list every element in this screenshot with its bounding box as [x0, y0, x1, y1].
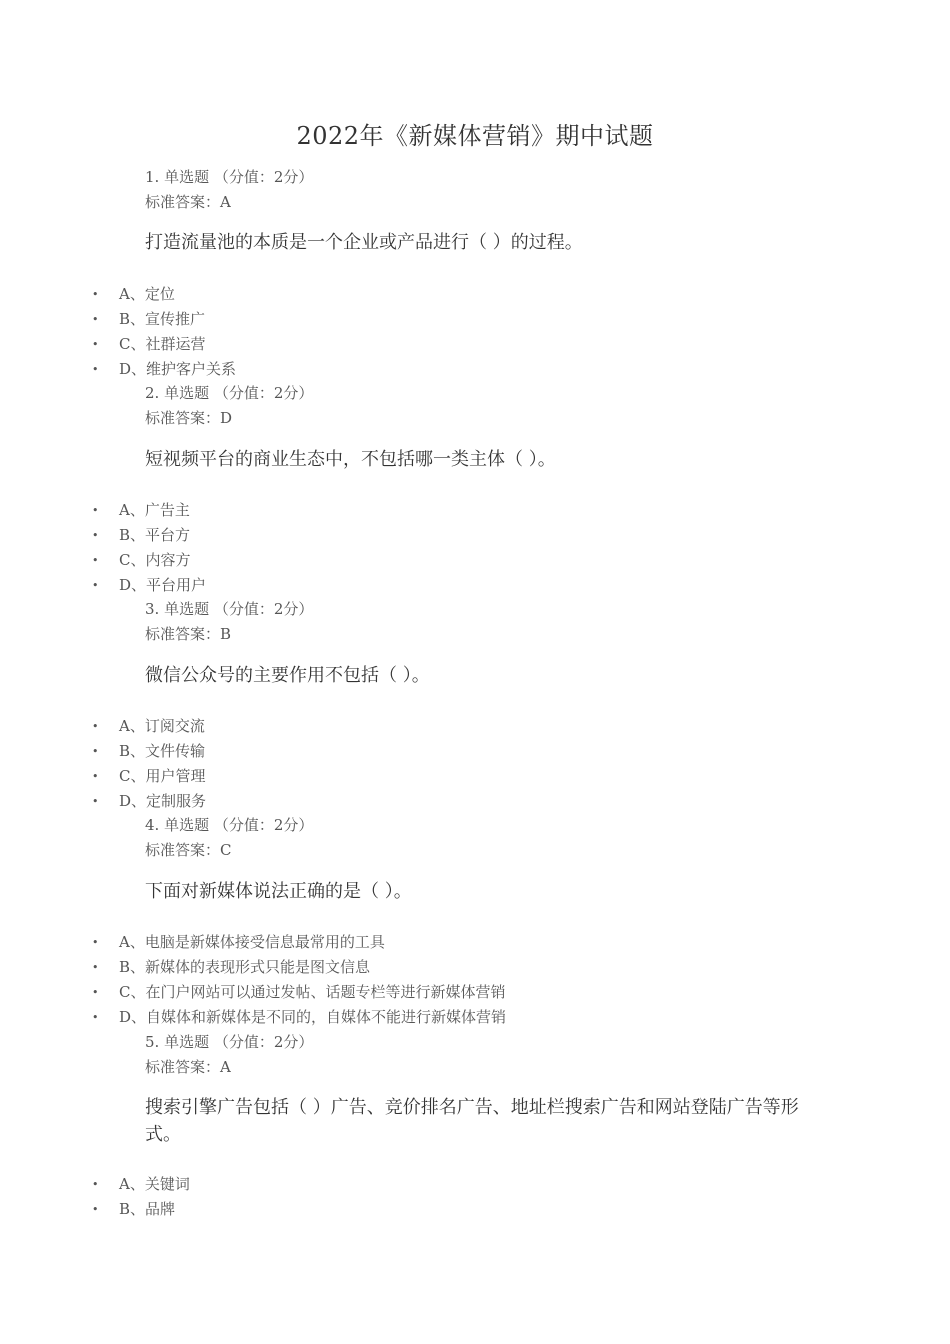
bullet-icon: •	[92, 363, 99, 376]
bullet-icon: •	[92, 338, 99, 351]
option-list	[0, 1172, 190, 1222]
option-item	[0, 1172, 190, 1197]
option-item	[0, 955, 506, 980]
option-label: A、定位	[119, 285, 175, 303]
option-list	[0, 714, 206, 814]
bullet-icon: •	[92, 986, 99, 999]
bullet-icon: •	[92, 936, 99, 949]
bullet-icon: •	[92, 579, 99, 592]
question-header: 2. 单选题 （分值：2分）	[145, 384, 314, 402]
question-stem: 短视频平台的商业生态中，不包括哪一类主体（ ）。	[145, 449, 556, 470]
bullet-icon: •	[92, 313, 99, 326]
standard-answer: 标准答案：D	[145, 409, 233, 427]
option-item	[0, 930, 506, 955]
question-header: 1. 单选题 （分值：2分）	[145, 168, 314, 186]
question-header: 3. 单选题 （分值：2分）	[145, 600, 314, 618]
standard-answer: 标准答案：A	[145, 1058, 231, 1076]
option-item	[0, 1005, 506, 1030]
question-header: 4. 单选题 （分值：2分）	[145, 816, 314, 834]
option-label: D、自媒体和新媒体是不同的，自媒体不能进行新媒体营销	[119, 1008, 507, 1026]
option-label: B、品牌	[119, 1200, 176, 1218]
bullet-icon: •	[92, 770, 99, 783]
option-item	[0, 739, 206, 764]
option-item	[0, 764, 206, 789]
option-item	[0, 307, 236, 332]
option-list	[0, 498, 206, 598]
option-label: D、平台用户	[119, 576, 207, 594]
option-item	[0, 523, 206, 548]
standard-answer: 标准答案：A	[145, 193, 231, 211]
option-label: A、广告主	[119, 501, 190, 519]
option-label: D、定制服务	[119, 792, 207, 810]
option-item	[0, 573, 206, 598]
bullet-icon: •	[92, 554, 99, 567]
option-label: C、在门户网站可以通过发帖、话题专栏等进行新媒体营销	[119, 983, 506, 1001]
option-item	[0, 332, 236, 357]
bullet-icon: •	[92, 529, 99, 542]
option-item	[0, 357, 236, 382]
standard-answer: 标准答案：C	[145, 841, 232, 859]
question-stem: 微信公众号的主要作用不包括（ ）。	[145, 665, 430, 686]
option-label: C、用户管理	[119, 767, 206, 785]
bullet-icon: •	[92, 745, 99, 758]
question-stem: 打造流量池的本质是一个企业或产品进行（ ）的过程。	[145, 232, 583, 253]
option-item	[0, 498, 206, 523]
bullet-icon: •	[92, 504, 99, 517]
option-label: A、关键词	[119, 1175, 190, 1193]
option-item	[0, 789, 206, 814]
bullet-icon: •	[92, 961, 99, 974]
option-label: B、新媒体的表现形式只能是图文信息	[119, 958, 371, 976]
option-label: B、平台方	[119, 526, 191, 544]
option-list	[0, 930, 506, 1030]
option-label: A、订阅交流	[119, 717, 205, 735]
option-label: C、内容方	[119, 551, 191, 569]
question-stem: 下面对新媒体说法正确的是（ ）。	[145, 881, 412, 902]
option-label: D、维护客户关系	[119, 360, 237, 378]
bullet-icon: •	[92, 795, 99, 808]
bullet-icon: •	[92, 1203, 99, 1216]
option-list	[0, 282, 236, 382]
bullet-icon: •	[92, 1011, 99, 1024]
option-item	[0, 1197, 190, 1222]
standard-answer: 标准答案：B	[145, 625, 232, 643]
option-label: B、文件传输	[119, 742, 206, 760]
bullet-icon: •	[92, 720, 99, 733]
option-label: A、电脑是新媒体接受信息最常用的工具	[119, 933, 385, 951]
option-item	[0, 282, 236, 307]
question-header: 5. 单选题 （分值：2分）	[145, 1033, 314, 1051]
document-title: 2022年《新媒体营销》期中试题	[296, 122, 654, 150]
option-item	[0, 714, 206, 739]
option-label: B、宣传推广	[119, 310, 206, 328]
option-item	[0, 548, 206, 573]
option-item	[0, 980, 506, 1005]
question-stem: 搜索引擎广告包括（ ）广告、竞价排名广告、地址栏搜索广告和网站登陆广告等形式。	[145, 1097, 799, 1145]
option-label: C、社群运营	[119, 335, 206, 353]
bullet-icon: •	[92, 1178, 99, 1191]
bullet-icon: •	[92, 288, 99, 301]
